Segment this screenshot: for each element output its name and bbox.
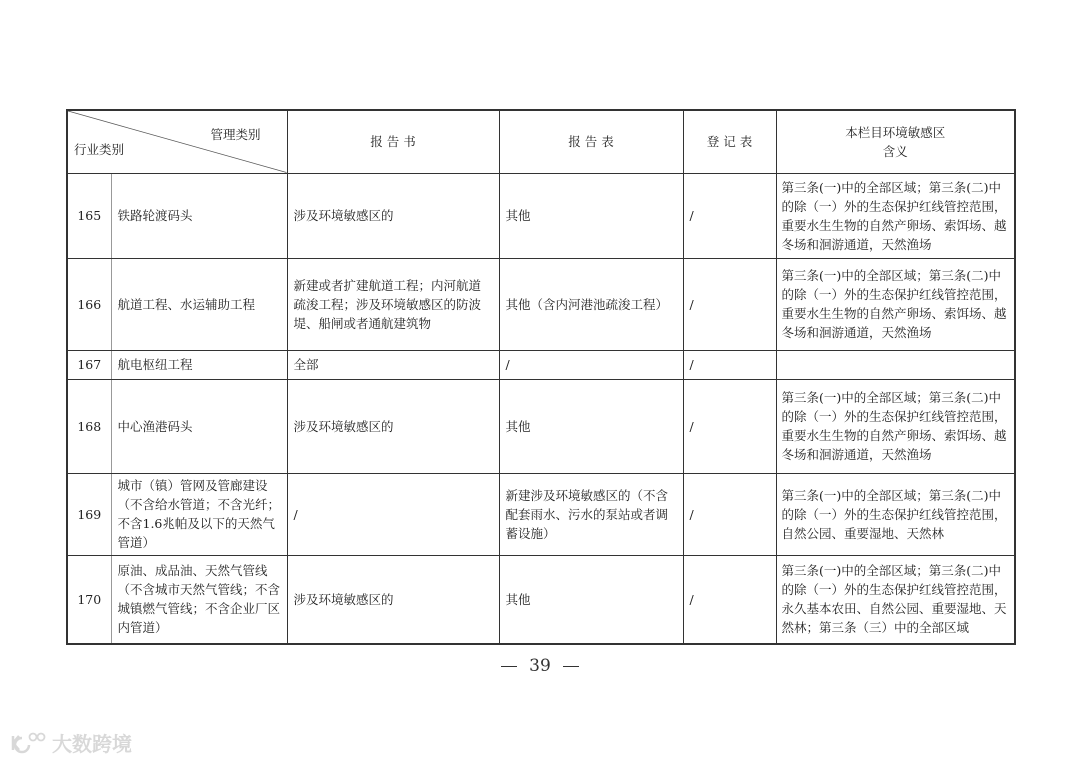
report-book-cell: /	[287, 473, 499, 555]
industry-cell: 铁路轮渡码头	[111, 173, 287, 258]
industry-category-label: 行业类别	[74, 141, 125, 157]
report-form-cell: 其他	[499, 173, 683, 258]
register-form-cell: /	[683, 555, 776, 644]
report-form-cell: 其他	[499, 555, 683, 644]
report-form-cell: /	[499, 350, 683, 379]
meaning-cell: 第三条(一)中的全部区域；第三条(二)中的除（一）外的生态保护红线管控范围，自然公园、重要湿地、天然林	[776, 473, 1015, 555]
table-row	[67, 473, 1015, 555]
table-row	[67, 350, 1015, 379]
report-form-cell: 其他	[499, 379, 683, 473]
meaning-cell: 第三条(一)中的全部区域；第三条(二)中的除（一）外的生态保护红线管控范围，永久基本农田、自然公园、重要湿地、天然林；第三条（三）中的全部区域	[776, 555, 1015, 644]
row-number: 166	[67, 258, 111, 350]
table-header-row	[67, 110, 1015, 173]
register-form-cell: /	[683, 473, 776, 555]
diagonal-header-cell	[67, 110, 287, 173]
watermark	[10, 728, 132, 757]
industry-cell: 城市（镇）管网及管廊建设（不含给水管道；不含光纤；不含1.6兆帕及以下的天然气管道）	[111, 473, 287, 555]
table-row	[67, 173, 1015, 258]
industry-cell: 原油、成品油、天然气管线（不含城市天然气管线；不含城镇燃气管线；不含企业厂区内管道）	[111, 555, 287, 644]
kuajing-logo-icon	[10, 732, 46, 754]
row-number: 165	[67, 173, 111, 258]
industry-cell: 航道工程、水运辅助工程	[111, 258, 287, 350]
row-number: 169	[67, 473, 111, 555]
industry-cell: 航电枢纽工程	[111, 350, 287, 379]
table-row	[67, 258, 1015, 350]
report-book-cell: 涉及环境敏感区的	[287, 379, 499, 473]
page-number-footer	[0, 656, 1080, 676]
report-book-cell: 涉及环境敏感区的	[287, 173, 499, 258]
register-form-cell: /	[683, 350, 776, 379]
header-report-form: 报 告 表	[499, 110, 683, 173]
report-form-cell: 新建涉及环境敏感区的（不含配套雨水、污水的泵站或者调蓄设施）	[499, 473, 683, 555]
classification-table	[66, 109, 1016, 645]
meaning-cell: 第三条(一)中的全部区域；第三条(二)中的除（一）外的生态保护红线管控范围，重要水生生物的自然产卵场、索饵场、越冬场和洄游通道，天然渔场	[776, 258, 1015, 350]
dash-left	[501, 666, 517, 667]
register-form-cell: /	[683, 173, 776, 258]
header-sensitive-area-meaning: 本栏目环境敏感区 含义	[776, 110, 1015, 173]
row-number: 167	[67, 350, 111, 379]
row-number: 168	[67, 379, 111, 473]
report-book-cell: 新建或者扩建航道工程；内河航道疏浚工程；涉及环境敏感区的防波堤、船闸或者通航建筑物	[287, 258, 499, 350]
management-category-label: 管理类别	[210, 127, 261, 142]
meaning-cell: 第三条(一)中的全部区域；第三条(二)中的除（一）外的生态保护红线管控范围，重要水生生物的自然产卵场、索饵场、越冬场和洄游通道，天然渔场	[776, 173, 1015, 258]
page-number: 39	[529, 656, 551, 676]
report-form-cell: 其他（含内河港池疏浚工程）	[499, 258, 683, 350]
meaning-cell	[776, 350, 1015, 379]
table-row	[67, 555, 1015, 644]
register-form-cell: /	[683, 258, 776, 350]
register-form-cell: /	[683, 379, 776, 473]
watermark-text: 大数跨境	[52, 732, 132, 756]
dash-right	[563, 666, 579, 667]
report-book-cell: 全部	[287, 350, 499, 379]
table-row	[67, 379, 1015, 473]
header-report-book: 报 告 书	[287, 110, 499, 173]
row-number: 170	[67, 555, 111, 644]
report-book-cell: 涉及环境敏感区的	[287, 555, 499, 644]
header-register-form: 登 记 表	[683, 110, 776, 173]
industry-cell: 中心渔港码头	[111, 379, 287, 473]
meaning-cell: 第三条(一)中的全部区域；第三条(二)中的除（一）外的生态保护红线管控范围，重要水生生物的自然产卵场、索饵场、越冬场和洄游通道，天然渔场	[776, 379, 1015, 473]
